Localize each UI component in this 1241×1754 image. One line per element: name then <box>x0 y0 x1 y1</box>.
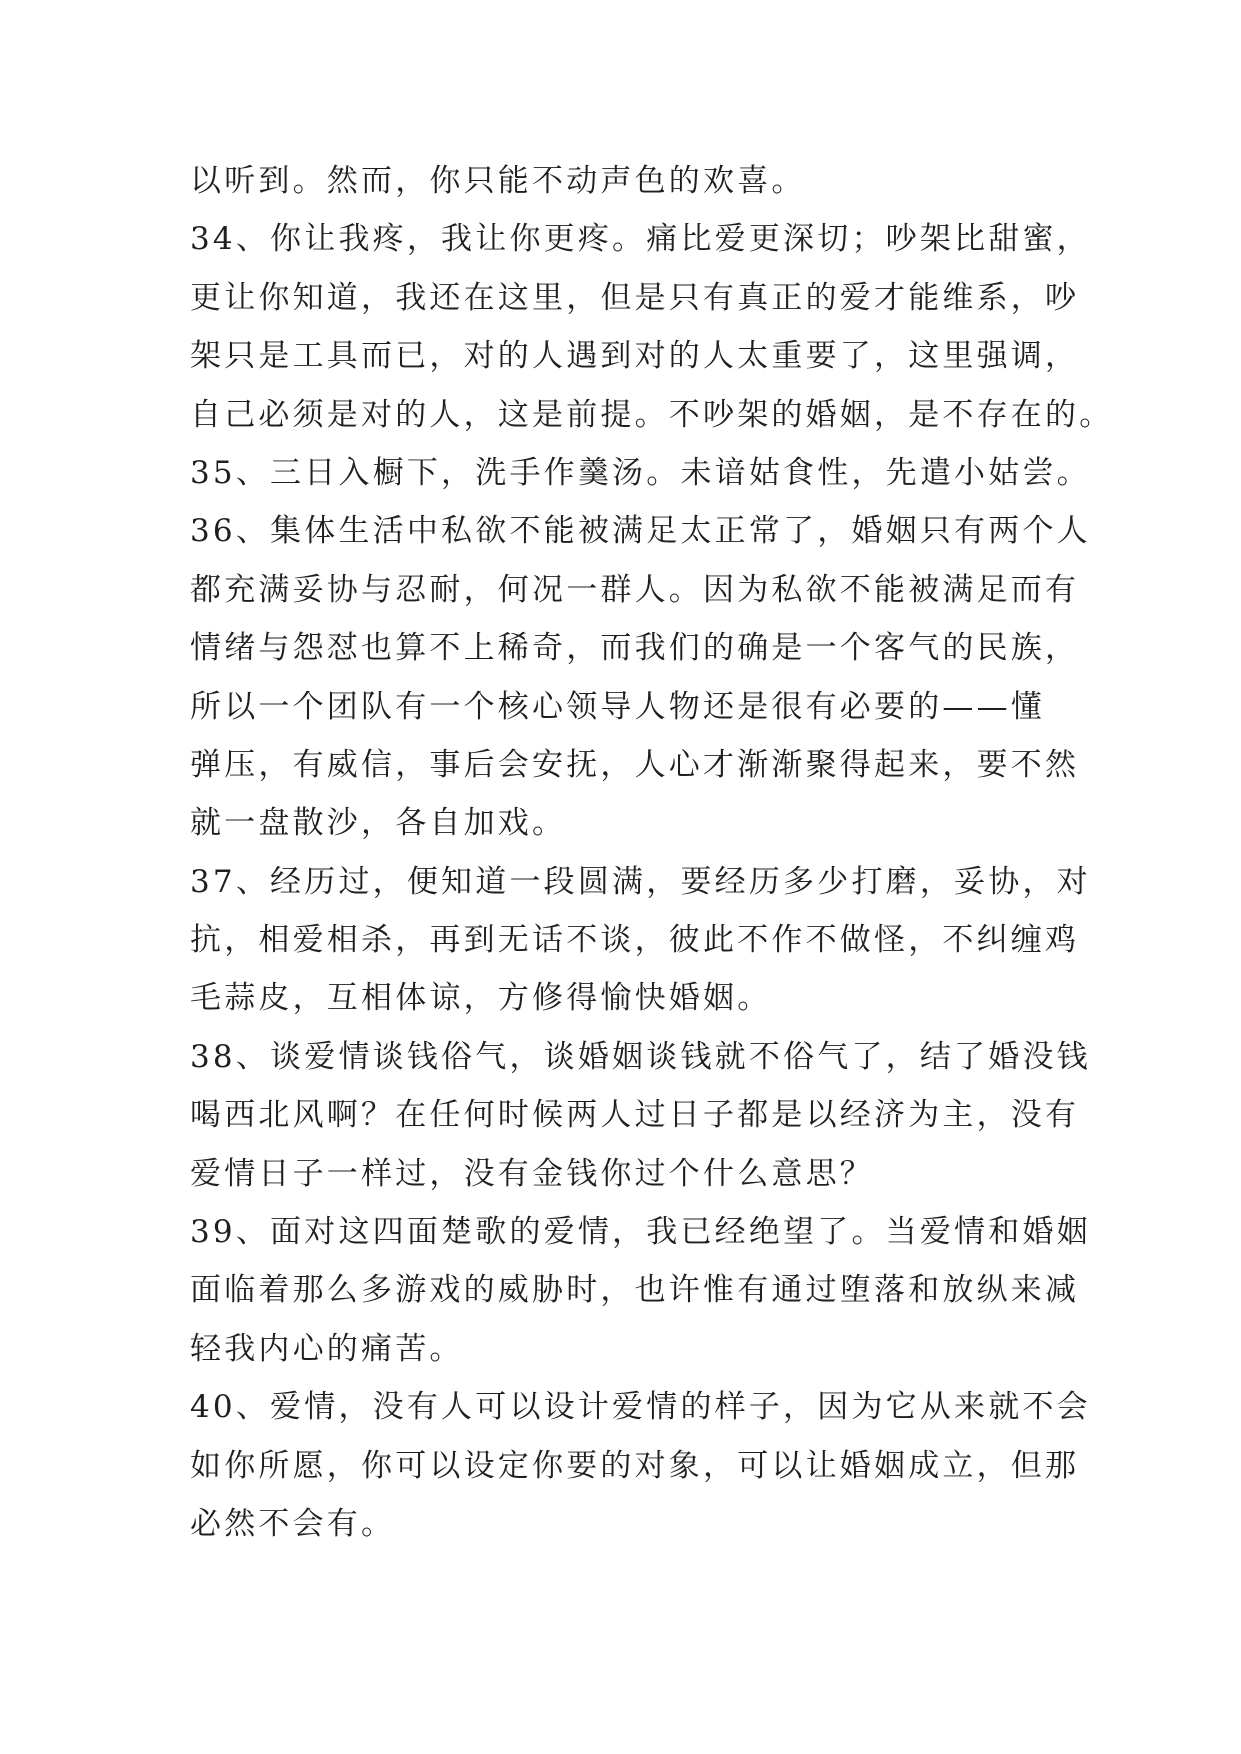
text-line: 爱情日子一样过，没有金钱你过个什么意思？ <box>190 1155 874 1192</box>
text-line: 39、面对这四面楚歌的爱情，我已经绝望了。当爱情和婚姻 <box>190 1214 1091 1251</box>
text-line: 架只是工具而已，对的人遇到对的人太重要了，这里强调， <box>190 338 1080 375</box>
text-line: 35、三日入橱下，洗手作羹汤。未谙姑食性，先遣小姑尝。 <box>190 454 1091 491</box>
text-line: 必然不会有。 <box>190 1505 396 1542</box>
text-line: 就一盘散沙，各自加戏。 <box>190 805 567 842</box>
text-line: 轻我内心的痛苦。 <box>190 1330 464 1367</box>
document-body <box>190 152 1114 1553</box>
text-line: 喝西北风啊？在任何时候两人过日子都是以经济为主，没有 <box>190 1097 1080 1134</box>
text-line: 34、你让我疼，我让你更疼。痛比爱更深切；吵架比甜蜜， <box>190 221 1091 258</box>
text-line: 情绪与怨怼也算不上稀奇，而我们的确是一个客气的民族， <box>190 630 1080 667</box>
text-line: 更让你知道，我还在这里，但是只有真正的爱才能维系，吵 <box>190 279 1080 316</box>
text-line: 弹压，有威信，事后会安抚，人心才渐渐聚得起来，要不然 <box>190 746 1080 783</box>
text-line: 所以一个团队有一个核心领导人物还是很有必要的——懂 <box>190 688 1045 725</box>
text-line: 36、集体生活中私欲不能被满足太正常了，婚姻只有两个人 <box>190 513 1091 550</box>
text-line: 以听到。然而，你只能不动声色的欢喜。 <box>190 163 806 199</box>
text-line: 抗，相爱相杀，再到无话不谈，彼此不作不做怪，不纠缠鸡 <box>190 922 1080 959</box>
text-line: 都充满妥协与忍耐，何况一群人。因为私欲不能被满足而有 <box>190 571 1080 608</box>
text-line: 如你所愿，你可以设定你要的对象，可以让婚姻成立，但那 <box>190 1447 1080 1484</box>
text-line: 40、爱情，没有人可以设计爱情的样子，因为它从来就不会 <box>190 1389 1091 1426</box>
text-line: 自己必须是对的人，这是前提。不吵架的婚姻，是不存在的。 <box>190 396 1114 433</box>
text-line: 面临着那么多游戏的威胁时，也许惟有通过堕落和放纵来减 <box>190 1272 1080 1309</box>
text-line: 毛蒜皮，互相体谅，方修得愉快婚姻。 <box>190 980 772 1017</box>
text-line: 38、谈爱情谈钱俗气，谈婚姻谈钱就不俗气了，结了婚没钱 <box>190 1038 1091 1075</box>
text-line: 37、经历过，便知道一段圆满，要经历多少打磨，妥协，对 <box>190 863 1091 900</box>
